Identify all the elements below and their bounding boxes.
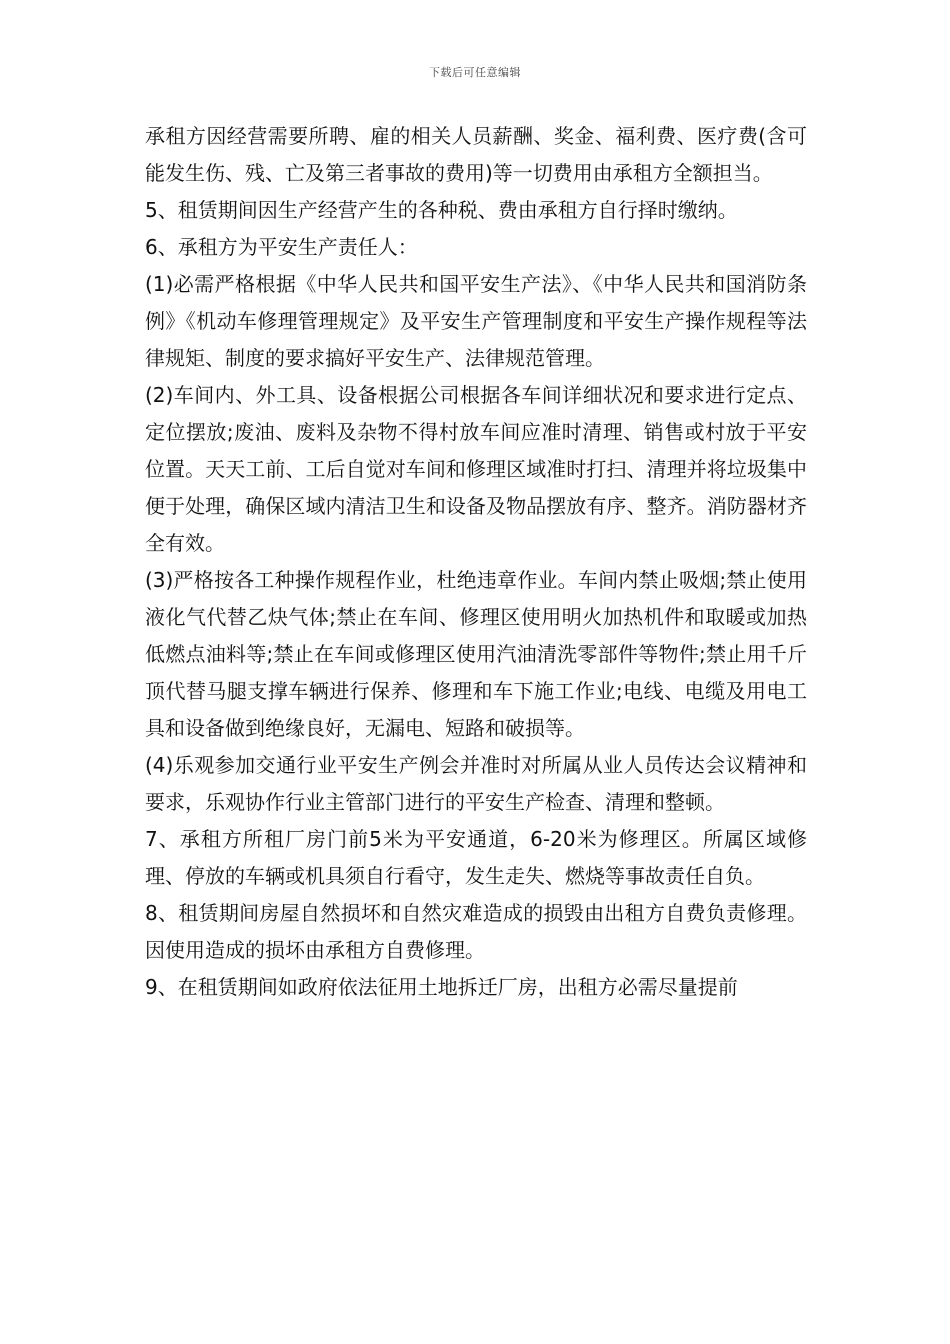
paragraph-item-8: 8、租赁期间房屋自然损坏和自然灾难造成的损毁由出租方自费负责修理。因使用造成的损坏由承租方自费修理。	[145, 901, 807, 962]
paragraph-item-6-2: (2)车间内、外工具、设备根据公司根据各车间详细状况和要求进行定点、定位摆放;废油、废料及杂物不得村放车间应准时清理、销售或村放于平安位置。天天工前、工后自觉对车间和修理区域准时打扫、清理并将垃圾集中便于处理，确保区域内清洁卫生和设备及物品摆放有序、整齐。消防器材齐全有效。	[145, 383, 807, 555]
page-header: 下载后可任意编辑	[429, 66, 521, 79]
paragraph-item-6-3: (3)严格按各工种操作规程作业，杜绝违章作业。车间内禁止吸烟;禁止使用液化气代替乙炔气体;禁止在车间、修理区使用明火加热机件和取暖或加热低燃点油料等;禁止在车间或修理区使用汽油清洗零部件等物件;禁止用千斤顶代替马腿支撑车辆进行保养、修理和车下施工作业;电线、电缆及用电工具和设备做到绝缘良好，无漏电、短路和破损等。	[145, 568, 807, 740]
document-body	[145, 118, 807, 1006]
paragraph-item-6: 6、承租方为平安生产责任人：	[145, 235, 418, 259]
paragraph-item-7: 7、承租方所租厂房门前5米为平安通道，6-20米为修理区。所属区域修理、停放的车辆或机具须自行看守，发生走失、燃烧等事故责任自负。	[145, 827, 807, 888]
paragraph-item-9: 9、在租赁期间如政府依法征用土地拆迁厂房，出租方必需尽量提前	[145, 975, 738, 999]
paragraph-item-6-1: (1)必需严格根据《中华人民共和国平安生产法》、《中华人民共和国消防条例》《机动车修理管理规定》及平安生产管理制度和平安生产操作规程等法律规矩、制度的要求搞好平安生产、法律规范管理。	[145, 272, 807, 370]
paragraph-staff-costs: 承租方因经营需要所聘、雇的相关人员薪酬、奖金、福利费、医疗费(含可能发生伤、残、亡及第三者事故的费用)等一切费用由承租方全额担当。	[145, 124, 807, 185]
paragraph-item-5: 5、租赁期间因生产经营产生的各种税、费由承租方自行择时缴纳。	[145, 198, 738, 222]
paragraph-item-6-4: (4)乐观参加交通行业平安生产例会并准时对所属从业人员传达会议精神和要求，乐观协作行业主管部门进行的平安生产检查、清理和整顿。	[145, 753, 807, 814]
